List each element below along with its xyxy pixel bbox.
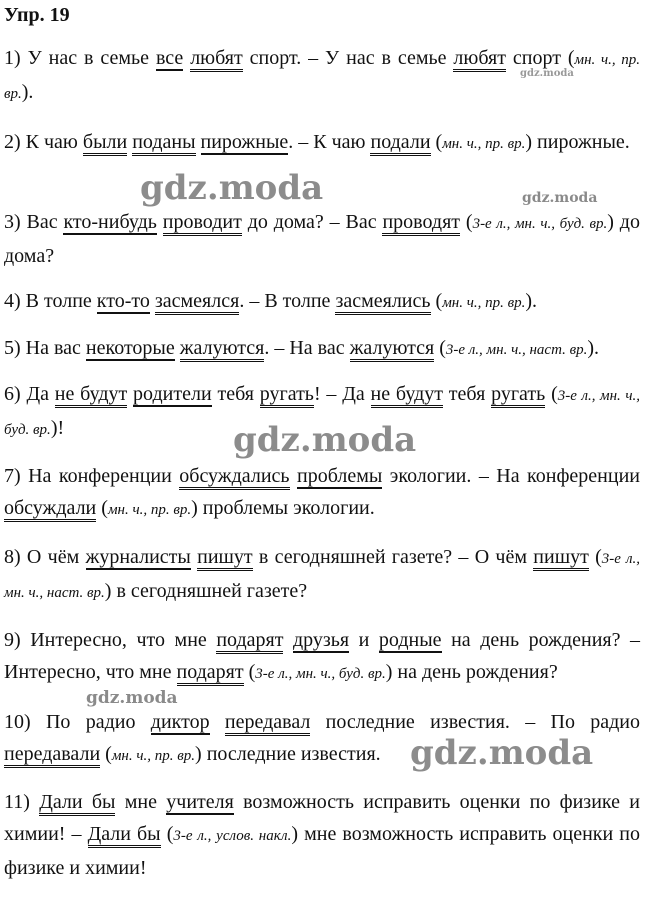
- item-text: 4) В толпе: [4, 290, 97, 312]
- item-text: 8) О чём: [4, 546, 86, 568]
- predicate-word: подали: [370, 131, 430, 156]
- predicate-word: поданы: [132, 131, 195, 156]
- watermark: gdz.moda: [520, 68, 574, 79]
- item-text: (: [100, 743, 112, 765]
- item-text: до дома? – Вас: [241, 211, 383, 233]
- grammar-note: мн. ч., пр. вр.: [4, 52, 641, 102]
- predicate-word: жалуются: [350, 337, 435, 362]
- item-text: спорт. – У нас в семье: [242, 47, 454, 69]
- item-text: тебя: [442, 383, 492, 405]
- watermark: gdz.moda: [522, 190, 598, 206]
- item-text: ) пирожные.: [525, 131, 630, 153]
- item-text: ) мне возможность исправить оценки по физике и химии!: [4, 823, 640, 879]
- item-text: 6) Да: [4, 383, 55, 405]
- item-text: ! – Да: [313, 383, 371, 405]
- item-3: [4, 206, 640, 272]
- item-11: [4, 786, 640, 884]
- item-text: ) до дома?: [4, 211, 640, 267]
- item-text: в сегодняшней газете? – О чём: [252, 546, 534, 568]
- predicate-word: Дали бы: [39, 791, 115, 816]
- item-text: ) последние известия.: [195, 743, 381, 765]
- item-text: ) в сегодняшней газете?: [104, 580, 308, 602]
- predicate-word: ругать: [491, 383, 545, 408]
- item-text: [157, 211, 163, 233]
- predicate-word: подарят: [216, 629, 283, 654]
- item-text: [196, 131, 201, 153]
- item-text: )!: [50, 417, 65, 439]
- item-text: 9) Интересно, что мне: [4, 629, 217, 651]
- subject-word: учителя: [166, 791, 234, 813]
- subject-word: кто-то: [96, 290, 150, 312]
- item-text: ) на день рождения?: [385, 661, 558, 683]
- item-text: [175, 337, 180, 359]
- predicate-word: любят: [453, 47, 506, 72]
- exercise-title: Упр. 19: [4, 4, 70, 26]
- item-text: [283, 629, 293, 651]
- predicate-word: любят: [190, 47, 243, 72]
- predicate-word: передавали: [4, 743, 100, 768]
- item-4: [4, 285, 640, 319]
- grammar-note: 3-е л., мн. ч., наст. вр.: [4, 551, 640, 601]
- item-text: (: [96, 497, 108, 519]
- predicate-word: засмеялись: [335, 290, 430, 315]
- item-text: 5) На вас: [4, 337, 86, 359]
- predicate-word: ругать: [260, 383, 314, 408]
- grammar-note: мн. ч., пр. вр.: [442, 136, 526, 152]
- item-text: (: [588, 546, 602, 568]
- item-text: (: [160, 823, 174, 845]
- item-text: спорт (: [505, 47, 575, 69]
- item-text: (: [430, 290, 443, 312]
- item-text: возможность исправить оценки по физике и химии! –: [4, 791, 640, 845]
- item-text: (: [430, 131, 443, 153]
- item-text: экологии. – На конференции: [382, 465, 640, 487]
- grammar-note: мн. ч., пр. вр.: [442, 295, 526, 311]
- subject-word: проблемы: [296, 465, 383, 487]
- grammar-note: 3-е л., мн. ч., буд. вр.: [255, 666, 386, 682]
- subject-word: журналисты: [85, 546, 191, 568]
- item-text: тебя: [211, 383, 260, 405]
- predicate-word: обсуждались: [179, 465, 289, 490]
- item-text: 3) Вас: [4, 211, 64, 233]
- item-5: [4, 332, 640, 366]
- item-7: [4, 460, 640, 526]
- subject-word: все: [155, 47, 184, 69]
- predicate-word: проводят: [382, 211, 460, 236]
- item-text: (: [434, 337, 446, 359]
- item-text: . – К чаю: [288, 131, 371, 153]
- subject-word: некоторые: [85, 337, 175, 359]
- item-text: ).: [525, 290, 538, 312]
- item-text: мне: [115, 791, 167, 813]
- item-text: У нас в семье: [27, 47, 156, 69]
- watermark: gdz.moda: [86, 688, 178, 708]
- item-text: 11): [4, 791, 40, 813]
- subject-word: друзья: [292, 629, 350, 651]
- item-text: [290, 465, 297, 487]
- item-text: ).: [21, 81, 34, 103]
- item-text: и: [349, 629, 379, 651]
- watermark: gdz.moda: [140, 168, 324, 208]
- predicate-word: пишут: [533, 546, 589, 571]
- predicate-word: проводит: [163, 211, 242, 236]
- item-text: последние известия. – По радио: [310, 711, 641, 733]
- item-text: (: [545, 383, 558, 405]
- predicate-word: не будут: [55, 383, 127, 408]
- item-text: . – На вас: [264, 337, 350, 359]
- item-text: 7) На конференции: [4, 465, 180, 487]
- item-text: (: [243, 661, 256, 683]
- subject-word: диктор: [150, 711, 210, 733]
- predicate-word: подарят: [177, 661, 244, 686]
- predicate-word: пишут: [197, 546, 253, 571]
- predicate-word: жалуются: [180, 337, 265, 362]
- item-text: 1): [4, 47, 28, 69]
- predicate-word: засмеялся: [155, 290, 239, 315]
- item-text: 2) К чаю: [4, 131, 83, 153]
- item-text: ) проблемы экологии.: [191, 497, 375, 519]
- item-text: [210, 711, 225, 733]
- subject-word: родители: [133, 383, 212, 405]
- subject-word: пирожные: [200, 131, 289, 153]
- grammar-note: мн. ч., пр. вр.: [111, 748, 196, 764]
- subject-word: кто-нибудь: [63, 211, 157, 233]
- item-8: [4, 541, 640, 609]
- watermark: gdz.moda: [410, 733, 594, 773]
- predicate-word: обсуждали: [4, 497, 96, 522]
- item-text: на день рождения? – Интересно, что мне: [4, 629, 641, 683]
- predicate-word: были: [83, 131, 127, 156]
- grammar-note: мн. ч., пр. вр.: [107, 502, 192, 518]
- item-2: [4, 126, 640, 160]
- item-text: (: [460, 211, 473, 233]
- item-text: 10) По радио: [4, 711, 151, 733]
- subject-word: родные: [378, 629, 442, 651]
- item-9: [4, 624, 640, 690]
- predicate-word: передавал: [225, 711, 310, 736]
- item-text: . – В толпе: [239, 290, 336, 312]
- grammar-note: 3-е л., мн. ч., буд. вр.: [472, 216, 608, 232]
- predicate-word: Дали бы: [88, 823, 161, 848]
- watermark: gdz.moda: [233, 420, 417, 460]
- item-text: ).: [587, 337, 600, 359]
- grammar-note: 3-е л., мн. ч., наст. вр.: [445, 342, 588, 358]
- grammar-note: 3-е л., услов. накл.: [173, 828, 292, 844]
- predicate-word: не будут: [371, 383, 443, 408]
- grammar-note: 3-е л., мн. ч., буд. вр.: [4, 388, 640, 438]
